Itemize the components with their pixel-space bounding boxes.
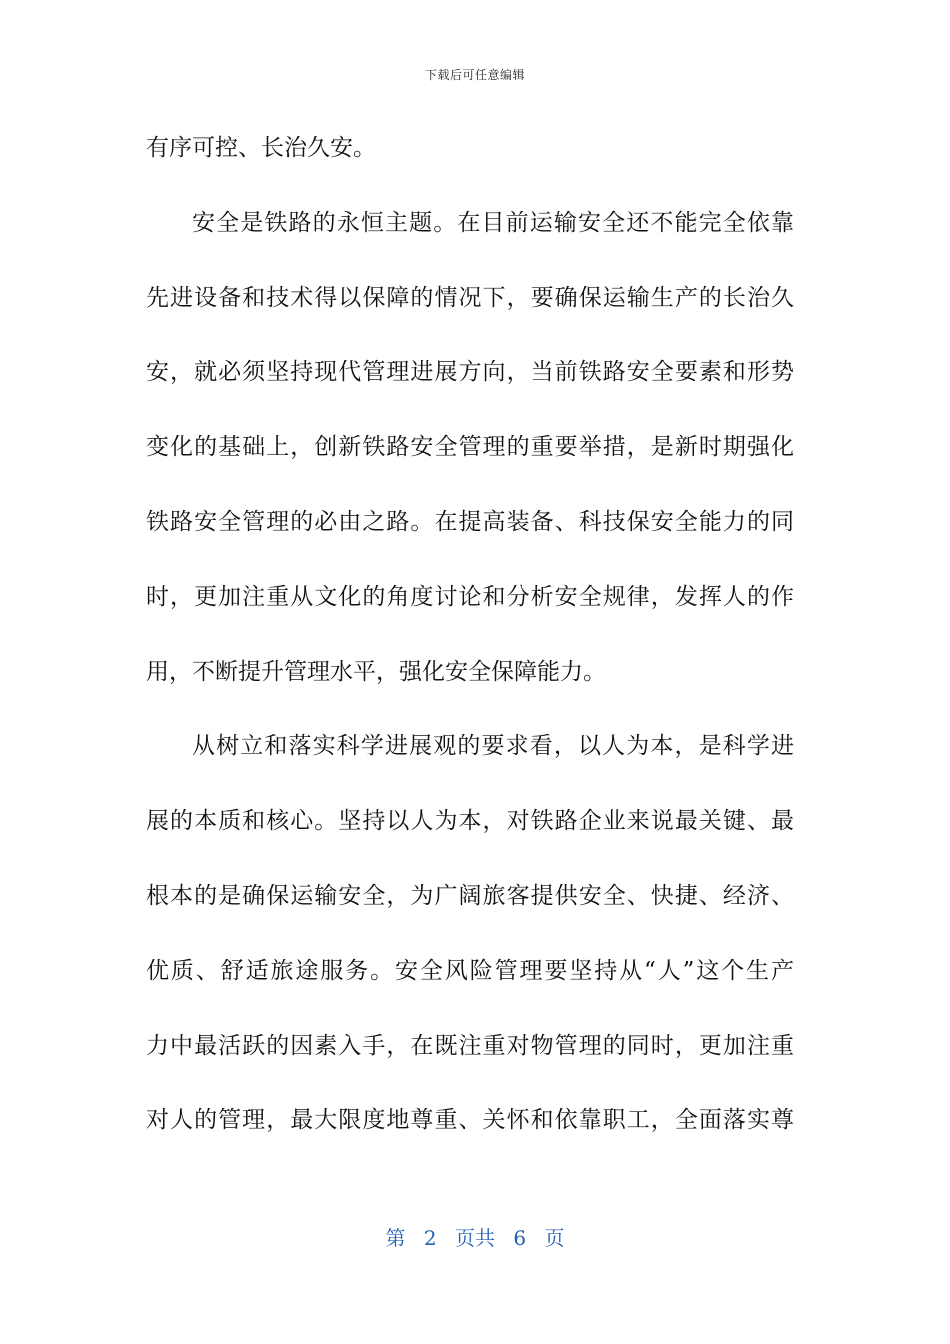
body-line: 用，不断提升管理水平，强化安全保障能力。 <box>146 658 606 685</box>
total-page-count: 6 <box>513 1226 527 1250</box>
page-label-suffix: 页 <box>544 1226 565 1250</box>
current-page-number: 2 <box>423 1226 437 1250</box>
body-line: 根本的是确保运输安全，为广阔旅客提供安全、快捷、经济、 <box>146 882 794 909</box>
body-line: 力中最活跃的因素入手，在既注重对物管理的同时，更加注重 <box>146 1032 794 1059</box>
page-label-middle: 页共 <box>455 1226 495 1250</box>
body-line: 有序可控、长治久安。 <box>146 135 376 161</box>
page-number-footer <box>0 1222 950 1251</box>
body-line: 安全是铁路的永恒主题。在目前运输安全还不能完全依靠 <box>192 209 794 236</box>
body-line: 先进设备和技术得以保障的情况下，要确保运输生产的长治久 <box>146 284 794 311</box>
body-line: 从树立和落实科学进展观的要求看，以人为本，是科学进 <box>192 733 794 760</box>
document-body <box>146 120 794 1167</box>
body-line: 优质、舒适旅途服务。安全风险管理要坚持从“人”这个生产 <box>146 957 794 984</box>
body-line: 时，更加注重从文化的角度讨论和分析安全规律，发挥人的作 <box>146 583 794 610</box>
body-line: 展的本质和核心。坚持以人为本，对铁路企业来说最关键、最 <box>146 808 794 835</box>
body-line: 铁路安全管理的必由之路。在提高装备、科技保安全能力的同 <box>146 508 794 535</box>
body-line: 安，就必须坚持现代管理进展方向，当前铁路安全要素和形势 <box>146 359 794 386</box>
body-line: 变化的基础上，创新铁路安全管理的重要举措，是新时期强化 <box>146 434 794 461</box>
header-note: 下载后可任意编辑 <box>424 68 525 82</box>
page-label-prefix: 第 <box>385 1226 406 1250</box>
body-line: 对人的管理，最大限度地尊重、关怀和依靠职工，全面落实尊 <box>146 1107 794 1134</box>
